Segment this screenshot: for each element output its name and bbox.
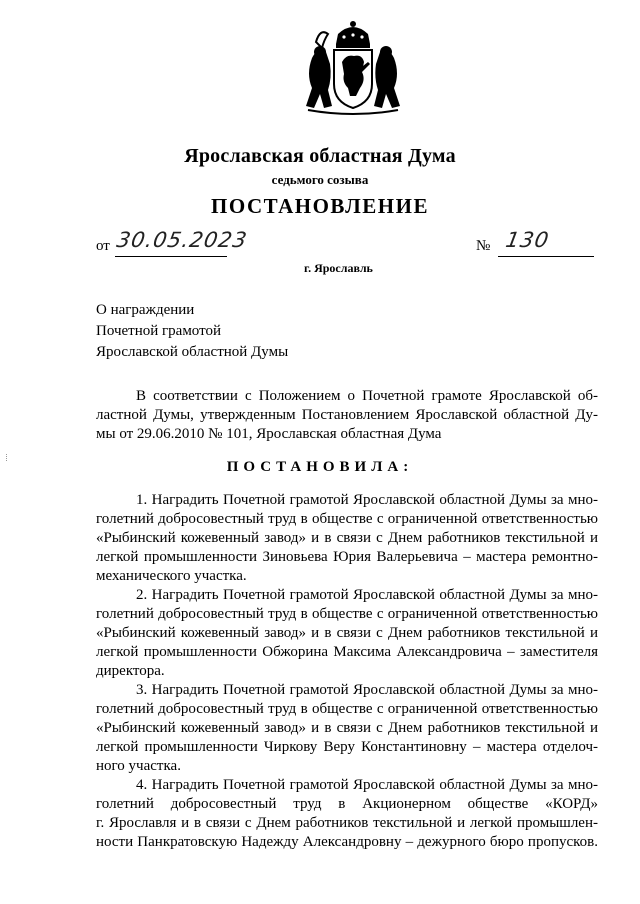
- date-label: от: [96, 238, 110, 254]
- item-line: ного участка.: [96, 758, 181, 774]
- item-line: голетний добросовестный труд в обществе с ограниченной ответственностью: [96, 511, 598, 527]
- item-line: «Рыбинский кожевенный завод» и в связи с Днем работников текстильной и: [96, 625, 598, 641]
- yaroslavl-region-coat-of-arms-icon: [298, 18, 408, 120]
- document-type-title: ПОСТАНОВЛЕНИЕ: [211, 194, 429, 218]
- item-line: механического участка.: [96, 568, 247, 584]
- item-line: голетний добросовестный труд в Акционерном обществе «КОРД»: [96, 796, 598, 812]
- subject-line: Ярославской областной Думы: [96, 344, 289, 360]
- item-line: голетний добросовестный труд в обществе с ограниченной ответственностью: [96, 701, 598, 717]
- handwritten-number: 130: [503, 228, 552, 252]
- item-line: «Рыбинский кожевенный завод» и в связи с Днем работников текстильной и: [96, 530, 598, 546]
- subject-line: О награждении: [96, 302, 195, 318]
- item-line: легкой промышленности Обжорина Максима Александровича – заместителя: [96, 644, 598, 660]
- preamble-paragraph: [96, 387, 598, 444]
- item-line: 1. Наградить Почетной грамотой Ярославской областной Думы за мно-: [136, 492, 598, 508]
- item-line: г. Ярославля и в связи с Днем работников текстильной и легкой промышлен-: [96, 815, 598, 831]
- item-line: директора.: [96, 663, 165, 679]
- resolution-items: [96, 491, 598, 852]
- number-label: №: [476, 238, 491, 254]
- date-underline: [115, 256, 227, 257]
- paragraph-line: В соответствии с Положением о Почетной грамоте Ярославской об-: [136, 388, 598, 404]
- item-line: 4. Наградить Почетной грамотой Ярославской областной Думы за мно-: [136, 777, 598, 793]
- item-line: ности Панкратовскую Надежду Александровну – дежурного бюро пропусков.: [96, 834, 598, 850]
- paragraph-line: мы от 29.06.2010 № 101, Ярославская областная Дума: [96, 426, 442, 442]
- paragraph-line: ластной Думы, утвержденным Постановлением Ярославской областной Ду-: [96, 407, 598, 423]
- handwritten-date: 30.05.2023: [114, 228, 250, 252]
- number-underline: [498, 256, 594, 257]
- scan-margin-mark: [6, 454, 10, 461]
- item-line: легкой промышленности Чиркову Веру Константиновну – мастера отделоч-: [96, 739, 598, 755]
- item-line: голетний добросовестный труд в обществе с ограниченной ответственностью: [96, 606, 598, 622]
- subject-line: Почетной грамотой: [96, 323, 221, 339]
- org-name: Ярославская областная Дума: [184, 145, 456, 167]
- item-line: легкой промышленности Зиновьева Юрия Валерьевича – мастера ремонтно-: [96, 549, 598, 565]
- subject-block: [96, 300, 288, 363]
- item-line: «Рыбинский кожевенный завод» и в связи с Днем работников текстильной и: [96, 720, 598, 736]
- convocation: седьмого созыва: [271, 172, 369, 187]
- city: г. Ярославль: [304, 261, 373, 275]
- item-line: 3. Наградить Почетной грамотой Ярославской областной Думы за мно-: [136, 682, 598, 698]
- item-line: 2. Наградить Почетной грамотой Ярославской областной Думы за мно-: [136, 587, 598, 603]
- resolution-heading: ПОСТАНОВИЛА:: [226, 459, 414, 475]
